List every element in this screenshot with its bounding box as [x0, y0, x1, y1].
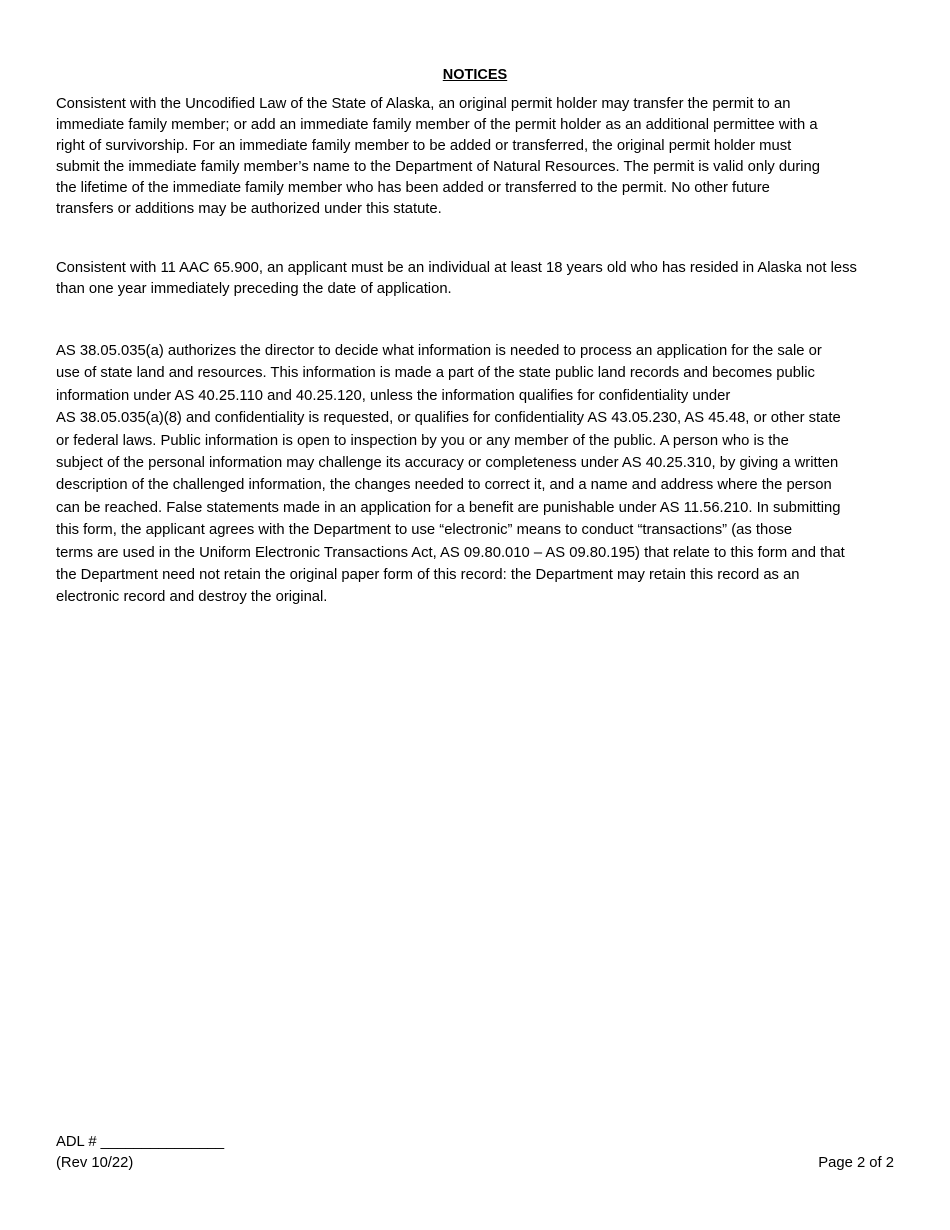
paragraph-line: transfers or additions may be authorized under this statute.: [56, 201, 442, 217]
paragraph-line: immediate family member; or add an immediate family member of the permit holder as an additional permittee with a: [56, 117, 818, 133]
page-number: Page 2 of 2: [818, 1155, 894, 1171]
paragraph-line: Consistent with the Uncodified Law of the State of Alaska, an original permit holder may transfer the permit to an: [56, 96, 791, 112]
paragraph-line: than one year immediately preceding the date of application.: [56, 281, 452, 297]
paragraph-line: subject of the personal information may challenge its accuracy or completeness under AS 40.25.310, by giving a written: [56, 455, 839, 472]
notice-paragraph-eligibility: [56, 258, 898, 300]
paragraph-line: AS 38.05.035(a) authorizes the director to decide what information is needed to process an application for the sale or: [56, 343, 822, 359]
paragraph-line: AS 38.05.035(a)(8) and confidentiality is requested, or qualifies for confidentiality AS 43.05.230, AS 45.48, or other state: [56, 410, 841, 427]
paragraph-line: Consistent with 11 AAC 65.900, an applicant must be an individual at least 18 years old who has resided in Alaska not less: [56, 260, 857, 276]
paragraph-line: description of the challenged information, the changes needed to correct it, and a name and address where the person: [56, 477, 832, 494]
notice-paragraph-public-information: [56, 340, 898, 609]
page-title: NOTICES: [442, 67, 508, 83]
paragraph-line: the lifetime of the immediate family member who has been added or transferred to the permit. No other future: [56, 180, 770, 196]
paragraph-line: submit the immediate family member’s name to the Department of Natural Resources. The permit is valid only during: [56, 159, 821, 175]
paragraph-line: use of state land and resources. This information is made a part of the state public land records and becomes public: [56, 365, 815, 382]
revision-label: (Rev 10/22): [56, 1155, 134, 1171]
paragraph-line: electronic record and destroy the original.: [56, 589, 328, 606]
adl-number-field: ADL # _______________: [56, 1134, 225, 1150]
paragraph-line: can be reached. False statements made in an application for a benefit are punishable under AS 11.56.210. In submitting: [56, 499, 841, 516]
paragraph-line: information under AS 40.25.110 and 40.25.120, unless the information qualifies for confidentiality under: [56, 387, 731, 404]
notice-paragraph-family-transfer: [56, 94, 898, 220]
paragraph-line: or federal laws. Public information is open to inspection by you or any member of the public. A person who is the: [56, 432, 789, 449]
paragraph-line: right of survivorship. For an immediate family member to be added or transferred, the original permit holder must: [56, 138, 792, 154]
paragraph-line: this form, the applicant agrees with the Department to use “electronic” means to conduct “transactions” (as those: [56, 522, 793, 539]
paragraph-line: the Department need not retain the original paper form of this record: the Department may retain this record as an: [56, 567, 800, 584]
paragraph-line: terms are used in the Uniform Electronic Transactions Act, AS 09.80.010 – AS 09.80.195) that relate to this form and that: [56, 544, 845, 561]
